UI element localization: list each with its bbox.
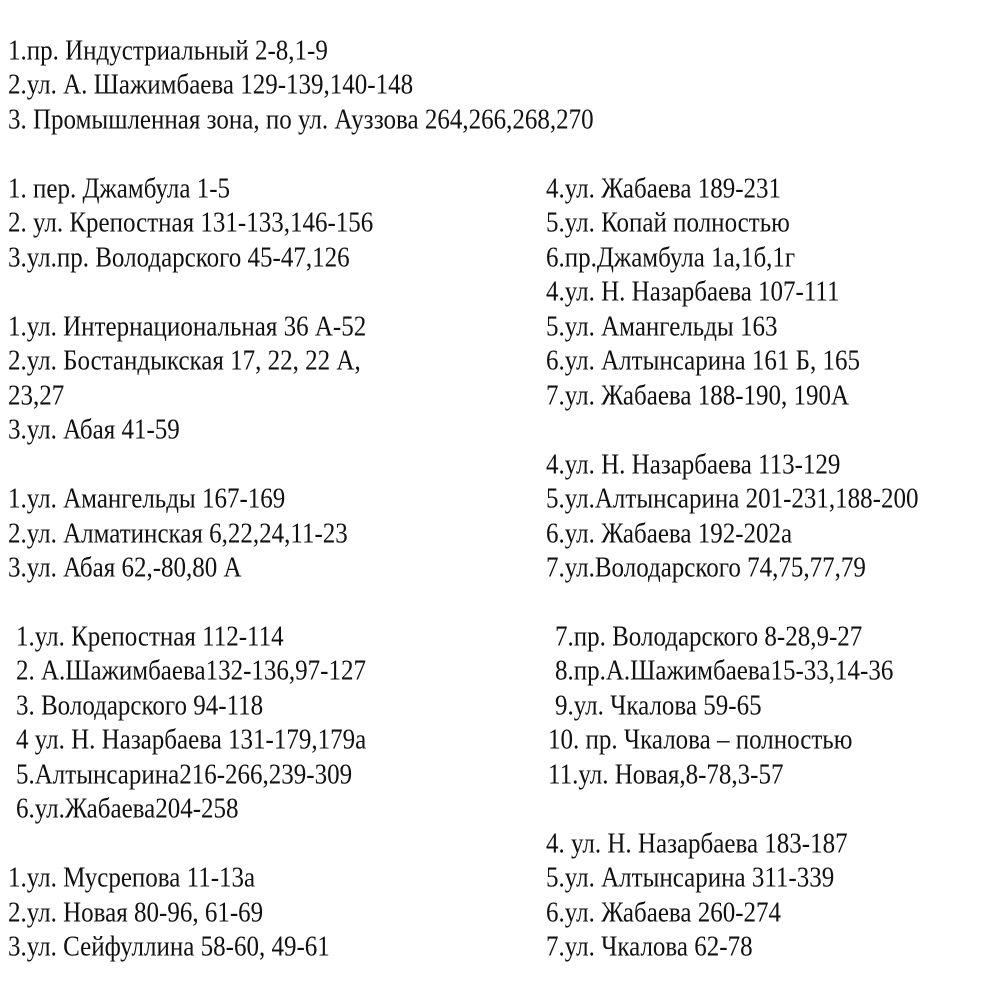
left-list-line: 4 ул. Н. Назарбаева 131-179,179а — [16, 725, 367, 756]
right-list-line: 8.пр.А.Шажимбаева15-33,14-36 — [555, 656, 894, 687]
right-list-line: 4.ул. Н. Назарбаева 107-111 — [546, 277, 840, 308]
left-list-line: 1.ул. Амангельды 167-169 — [8, 484, 286, 515]
header-line: 1.пр. Индустриальный 2-8,1-9 — [8, 36, 328, 67]
left-list-line: 2.ул. Новая 80-96, 61-69 — [8, 898, 264, 929]
right-list-line: 5.ул. Копай полностью — [546, 208, 790, 239]
right-list-line: 7.пр. Володарского 8-28,9-27 — [555, 622, 863, 653]
left-list-line: 6.ул.Жабаева204-258 — [16, 794, 239, 825]
left-list-line: 2.ул. Алматинская 6,22,24,11-23 — [8, 519, 348, 550]
right-list-line: 4. ул. Н. Назарбаева 183-187 — [546, 829, 848, 860]
right-list-line: 7.ул. Чкалова 62-78 — [546, 932, 753, 963]
left-list-line: 1. пер. Джамбула 1-5 — [8, 174, 231, 205]
left-list-line: 3.ул.пр. Володарского 45-47,126 — [8, 243, 350, 274]
right-list-line: 5.ул. Алтынсарина 311-339 — [546, 863, 835, 894]
right-list-line: 5.ул. Амангельды 163 — [546, 312, 778, 343]
right-list-line: 5.ул.Алтынсарина 201-231,188-200 — [546, 484, 919, 515]
left-list-line: 2. А.Шажимбаева132-136,97-127 — [16, 656, 366, 687]
right-list-line: 11.ул. Новая,8-78,3-57 — [548, 760, 784, 791]
right-list-line: 6.ул. Жабаева 260-274 — [546, 898, 782, 929]
right-list-line: 7.ул.Володарского 74,75,77,79 — [546, 553, 866, 584]
left-list-line: 3.ул. Абая 41-59 — [8, 415, 180, 446]
header-line: 3. Промышленная зона, по ул. Ауззова 264,266,268,270 — [8, 105, 594, 136]
left-list-line: 2.ул. Бостандыкская 17, 22, 22 А, — [8, 346, 361, 377]
left-list-line: 1.ул. Интернациональная 36 А-52 — [8, 312, 367, 343]
right-list-line: 6.пр.Джамбула 1а,1б,1г — [546, 243, 796, 274]
left-list-line: 23,27 — [8, 381, 65, 412]
right-list-line: 7.ул. Жабаева 188-190, 190А — [546, 381, 850, 412]
left-list-line: 5.Алтынсарина216-266,239-309 — [16, 760, 353, 791]
left-list-line: 3. Володарского 94-118 — [16, 691, 264, 722]
left-list-line: 1.ул. Мусрепова 11-13а — [8, 863, 256, 894]
left-list-line: 1.ул. Крепостная 112-114 — [16, 622, 284, 653]
left-list-line: 2. ул. Крепостная 131-133,146-156 — [8, 208, 374, 239]
right-list-line: 4.ул. Жабаева 189-231 — [546, 174, 782, 205]
right-list-line: 10. пр. Чкалова – полностью — [548, 725, 853, 756]
left-list-line: 3.ул. Сейфуллина 58-60, 49-61 — [8, 932, 330, 963]
header-line: 2.ул. А. Шажимбаева 129-139,140-148 — [8, 70, 414, 101]
right-list-line: 4.ул. Н. Назарбаева 113-129 — [546, 450, 841, 481]
right-list-line: 9.ул. Чкалова 59-65 — [555, 691, 762, 722]
left-list-line: 3.ул. Абая 62,-80,80 А — [8, 553, 242, 584]
right-list-line: 6.ул. Жабаева 192-202а — [546, 519, 793, 550]
right-list-line: 6.ул. Алтынсарина 161 Б, 165 — [546, 346, 860, 377]
